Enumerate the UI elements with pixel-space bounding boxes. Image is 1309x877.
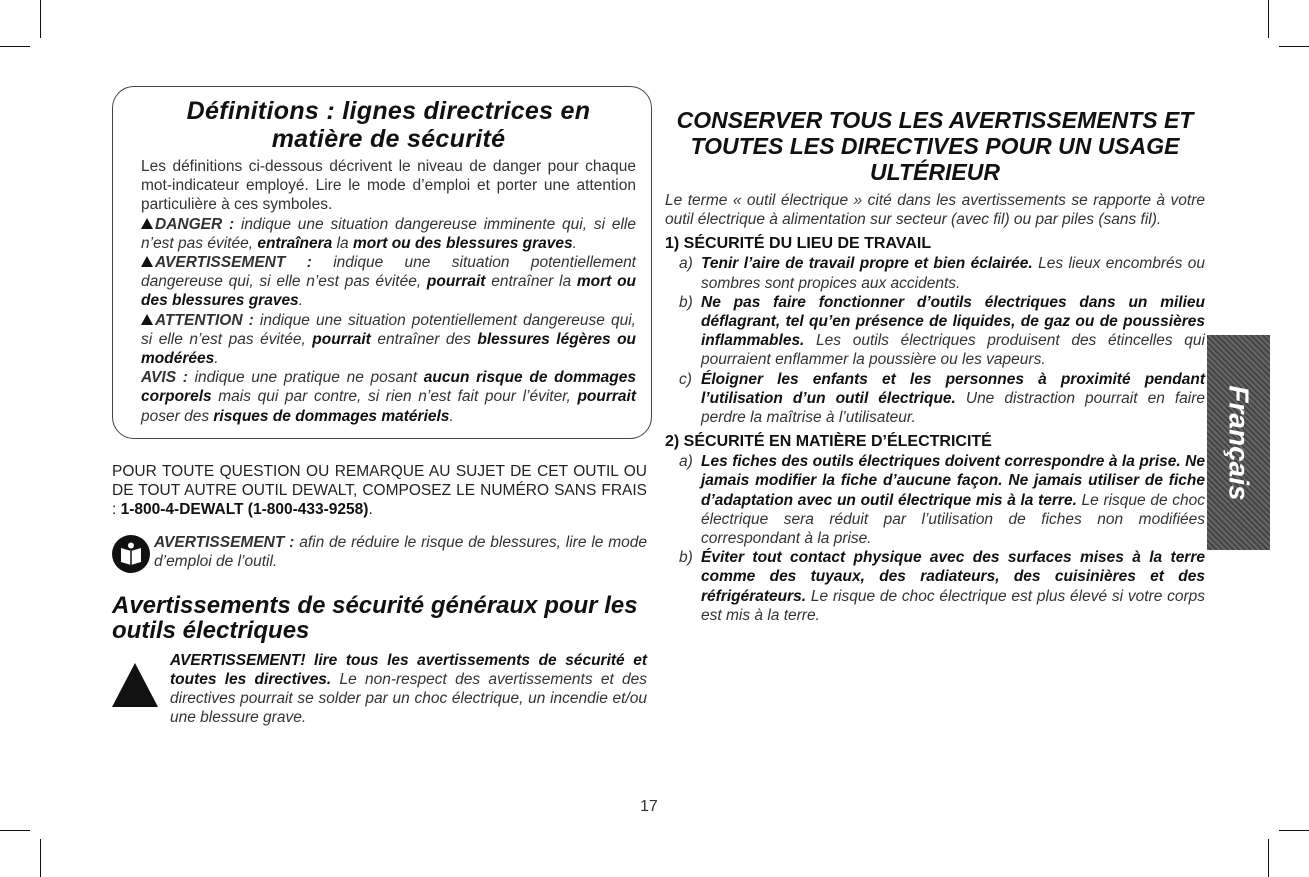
- read-manual-warning: AVERTISSEMENT : afin de réduire le risque de blessures, lire le mode d’emploi de l’outil.: [112, 533, 647, 573]
- left-column: [112, 86, 647, 728]
- warning-triangle-icon: [141, 218, 153, 229]
- crop-mark: [40, 0, 41, 38]
- list-item: b) Ne pas faire fonctionner d’outils électriques dans un milieu déflagrant, tel qu’en présence de liquides, de gaz ou de poussières inflammables. Les outils électriques produisent des étincelles qui pourraient enflammer la poussière ou les vapeurs.: [679, 293, 1205, 369]
- definitions-title: Définitions : lignes directrices en matière de sécurité: [186, 97, 591, 153]
- danger-definition: DANGER : indique une situation dangereuse imminente qui, si elle n’est pas évitée, entraînera la mort ou des blessures graves.: [141, 215, 636, 252]
- read-manual-icon: [112, 535, 150, 573]
- warning-definition: AVERTISSEMENT : indique une situation potentiellement dangereuse qui, si elle n’est pas évitée, pourrait entraîner la mort ou des blessures graves.: [141, 254, 636, 310]
- general-warning: AVERTISSEMENT! lire tous les avertissements de sécurité et toutes les directives. Le non-respect des avertissements et des directives pourrait se solder par un choc électrique, un incendie et/ou une blessure grave.: [112, 647, 647, 728]
- crop-mark: [1279, 830, 1309, 831]
- save-instructions-heading: CONSERVER TOUS LES AVERTISSEMENTS ET TOUTES LES DIRECTIVES POUR UN USAGE ULTÉRIEUR: [676, 107, 1194, 185]
- section-heading: 1) SÉCURITÉ DU LIEU DE TRAVAIL: [665, 235, 932, 253]
- crop-mark: [1268, 0, 1269, 38]
- general-warnings-title: Avertissements de sécurité généraux pour les outils électriques: [112, 591, 638, 644]
- crop-mark: [1268, 839, 1269, 877]
- language-tab: [1207, 335, 1270, 550]
- warning-triangle-icon: [141, 314, 153, 325]
- crop-mark: [40, 839, 41, 877]
- crop-mark: [0, 830, 30, 831]
- right-column: [665, 0, 1205, 625]
- list-item: c) Éloigner les enfants et les personnes à proximité pendant l’utilisation d’un outil électrique. Une distraction pourrait en faire perdre la maîtrise à l’utilisateur.: [679, 370, 1205, 427]
- list-item: b) Éviter tout contact physique avec des surfaces mises à la terre comme des tuyaux, des radiateurs, des cuisinières et des réfrigérateurs. Le risque de choc électrique est plus élevé si votre corps est mis à la terre.: [679, 549, 1205, 624]
- notice-definition: AVIS : indique une pratique ne posant aucun risque de dommages corporels mais qui par contre, si rien n’est fait pour l’éviter, pourrait poser des risques de dommages matériels.: [141, 369, 636, 425]
- language-tab-label: Français: [1223, 384, 1255, 501]
- warning-triangle-icon: [141, 256, 153, 267]
- warning-triangle-icon: [112, 663, 158, 707]
- term-note: Le terme « outil électrique » cité dans les avertissements se rapporte à votre outil électrique à alimentation sur secteur (avec fil) ou par piles (sans fil).: [665, 192, 1205, 229]
- contact-paragraph: POUR TOUTE QUESTION OU REMARQUE AU SUJET DE CET OUTIL OU DE TOUT AUTRE OUTIL DEWALT, COMPOSEZ LE NUMÉRO SANS FRAIS : 1-800-4-DEWALT (1-800-433-9258).: [112, 462, 647, 518]
- definitions-box: [112, 86, 652, 439]
- caution-definition: ATTENTION : indique une situation potentiellement dangereuse qui, si elle n’est pas évitée, pourrait entraîner des blessures légères ou modérées.: [141, 311, 637, 368]
- definitions-intro: Les définitions ci-dessous décrivent le niveau de danger pour chaque mot-indicateur employé. Lire le mode d’emploi et porter une attention particulière à ces symboles.: [141, 158, 636, 214]
- phone-number: 1-800-4-DEWALT (1-800-433-9258): [120, 500, 369, 518]
- page-number: 17: [640, 798, 658, 815]
- crop-mark: [0, 46, 30, 47]
- crop-mark: [1279, 46, 1309, 47]
- section-heading: 2) SÉCURITÉ EN MATIÈRE D’ÉLECTRICITÉ: [665, 433, 992, 451]
- list-item: a) Tenir l’aire de travail propre et bien éclairée. Les lieux encombrés ou sombres sont propices aux accidents.: [679, 255, 1205, 292]
- list-item: a) Les fiches des outils électriques doivent correspondre à la prise. Ne jamais modifier la fiche d’aucune façon. Ne jamais utiliser de fiche d’adaptation avec un outil électrique mis à la terre. Le risque de choc électrique sera réduit par l’utilisation de fiches non modifiées correspondant à la prise.: [679, 453, 1205, 548]
